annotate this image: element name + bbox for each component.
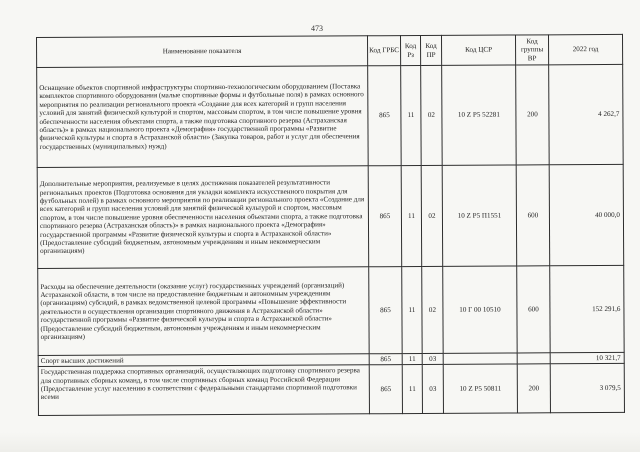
row-amount: 152 291,6 bbox=[550, 265, 624, 352]
row-pr: 03 bbox=[422, 365, 443, 414]
row-csr bbox=[443, 353, 517, 365]
table-row bbox=[38, 364, 624, 416]
row-grbs: 865 bbox=[369, 365, 402, 414]
table-row bbox=[38, 265, 624, 355]
page-number: 473 bbox=[311, 24, 323, 33]
scan-bottom-edge bbox=[0, 432, 640, 452]
row-vr: 200 bbox=[517, 364, 550, 413]
header-pr: Код ПР bbox=[420, 35, 441, 65]
header-name: Наименование показателя bbox=[37, 36, 368, 68]
row-csr: 10 Z P5 50811 bbox=[443, 364, 517, 413]
row-vr: 600 bbox=[517, 266, 550, 353]
header-vr: Код группы ВР bbox=[515, 35, 548, 65]
row-grbs: 865 bbox=[369, 267, 402, 354]
table-row bbox=[37, 64, 624, 167]
header-rz: Код Рз bbox=[400, 35, 420, 65]
header-year: 2022 год bbox=[548, 34, 622, 64]
header-csr: Код ЦСР bbox=[441, 35, 515, 65]
row-csr: 10 Г 00 10510 bbox=[443, 266, 517, 353]
row-amount: 3 079,5 bbox=[550, 364, 624, 413]
row-rz: 11 bbox=[401, 165, 422, 266]
row-name: Расходы на обеспечение деятельности (оказание услуг) государственных учреждений (организаций) Астраханской области, в том числе на предоставление бюджетным и автономным учреждениям (организациям) субсидий, в рамках ведомственной целевой программы «Повышение эффективности деятельности в осуществления организации спортивного движения в Астраханской области» государственной программы «Развитие физической культуры и спорта в Астраханской области» (Предоставление субсидий бюджетным, автономным учреждениям и иным некоммерческим организациям) bbox=[38, 267, 369, 356]
row-amount: 40 000,0 bbox=[549, 164, 624, 265]
row-name: Оснащение объектов спортивной инфраструктуры спортивно-технологическим оборудованием (Поставка комплектов спортивного оборудования (малые спортивные формы и футбольные поля) в рамках основного мероприятия по реализации регионального проекта «Создание для всех категорий и групп населения условий для занятий физической культурой и спортом, массовым спортом, в том числе повышение уровня обеспеченности населения объектами спорта, а также подготовка спортивного резерва (Астраханская область)» в рамках национального проекта «Демография» государственной программы «Развитие физической культуры и спорта в Астраханской области» (Закупка товаров, работ и услуг для обеспечения государственных (муниципальных) нужд) bbox=[37, 66, 369, 168]
row-amount: 10 321,7 bbox=[550, 352, 624, 364]
row-pr: 02 bbox=[422, 266, 443, 353]
row-grbs: 865 bbox=[368, 66, 402, 166]
row-rz: 11 bbox=[401, 65, 422, 165]
row-vr: 600 bbox=[516, 165, 550, 266]
row-name: Государственная поддержка спортивных организаций, осуществляющих подготовку спортивного резерва для спортивных сборных команд, в том числе спортивных сборных команд Российской Федерации (Предоставление услуг населению в соответствии с федеральными стандартами спортивной подготовки всеми bbox=[38, 365, 369, 416]
row-rz: 11 bbox=[402, 365, 422, 414]
row-csr: 10 Z P5 52281 bbox=[442, 65, 517, 165]
row-rz: 11 bbox=[402, 266, 422, 353]
row-name: Спорт высших достижений bbox=[38, 354, 369, 367]
row-csr: 10 Z P5 П1551 bbox=[442, 165, 517, 266]
table-row bbox=[37, 164, 624, 268]
row-amount: 4 262,7 bbox=[549, 64, 624, 164]
table-header-row bbox=[37, 34, 623, 67]
budget-table-wrapper bbox=[36, 34, 624, 416]
row-grbs: 865 bbox=[369, 354, 402, 366]
budget-table bbox=[36, 34, 625, 416]
row-vr bbox=[517, 353, 550, 365]
row-pr: 02 bbox=[421, 165, 443, 266]
row-pr: 03 bbox=[422, 353, 443, 364]
row-name: Дополнительные мероприятия, реализуемые в целях достижения показателей результативности региональных проектов (Подготовка основания для укладки комплекта искусственного покрытия для футбольных полей) в рамках основного мероприятия по реализации регионального проекта «Создание для всех категорий и групп населения условий для занятий физической культурой и спортом, массовым спортом, в том числе повышение уровня обеспеченности населения объектами спорта, а также подготовка спортивного резерва (Астраханская область)» в рамках национального проекта «Демография» государственной программы «Развитие физической культуры и спорта в Астраханской области» (Предоставление субсидий бюджетным, автономным учреждениям и иным некоммерческим организациям) bbox=[37, 166, 369, 269]
header-grbs: Код ГРБС bbox=[367, 36, 400, 66]
row-grbs: 865 bbox=[368, 166, 402, 267]
row-vr: 200 bbox=[516, 65, 550, 165]
row-pr: 02 bbox=[421, 65, 443, 165]
row-rz: 11 bbox=[402, 353, 422, 364]
